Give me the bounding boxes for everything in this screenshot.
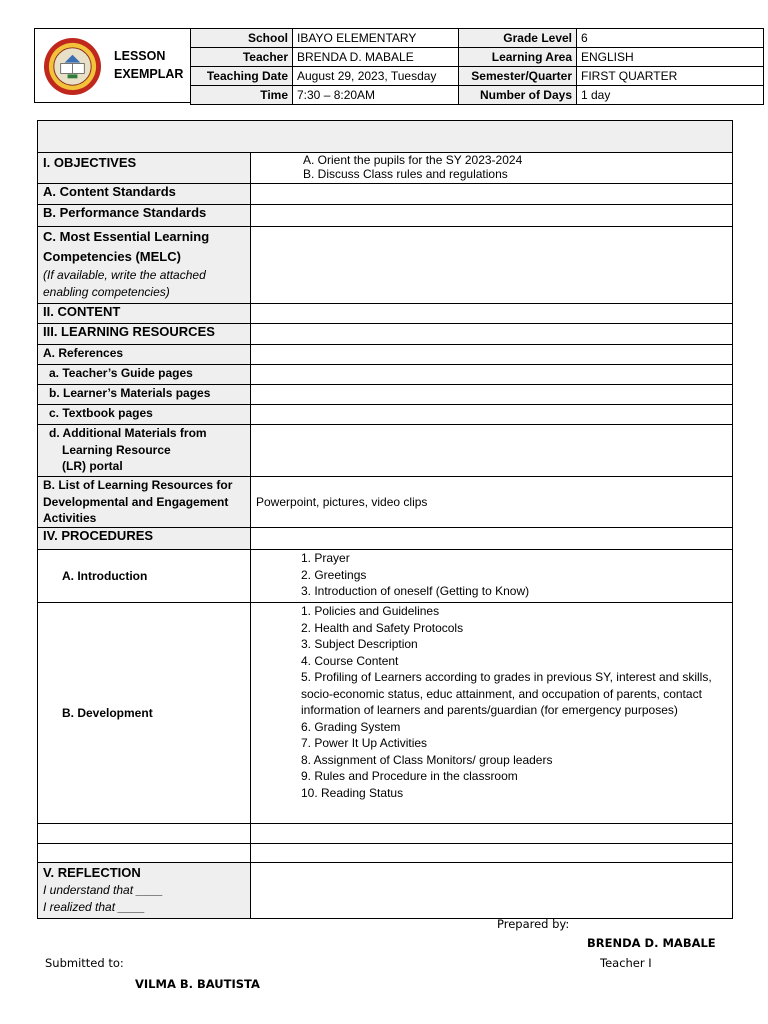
textbook-value [251,405,733,425]
time-label: Time [191,86,293,105]
blank-cell [251,824,733,844]
reflection-line-2: I realized that ____ [43,899,146,914]
procedures-value [251,528,733,550]
dev-item: 6. Grading System [301,719,401,734]
references-row [38,345,733,365]
list-resources-line-2: Developmental and Engagement [43,494,229,509]
school-value: IBAYO ELEMENTARY [293,29,459,48]
teachers-guide-label: a. Teacher’s Guide pages [38,365,251,385]
intro-item: 3. Introduction of oneself (Getting to Know) [301,584,530,598]
lesson-exemplar-title [114,47,183,83]
procedures-label: IV. PROCEDURES [38,528,251,550]
melc-note-line-1: (If available, write the attached [43,268,206,282]
additional-line-2: Learning Resource [62,442,171,457]
additional-materials-row [38,425,733,477]
additional-materials-value [251,425,733,477]
preparer-name: BRENDA D. MABALE [587,936,716,950]
introduction-label: A. Introduction [38,550,251,603]
days-value: 1 day [577,86,764,105]
learners-materials-label: b. Learner’s Materials pages [38,385,251,405]
reflection-row [38,863,733,919]
title-line-1: LESSON [114,49,166,63]
objectives-label: I. OBJECTIVES [38,153,251,184]
introduction-values [251,550,733,603]
dev-item: 9. Rules and Procedure in the classroom [301,769,518,783]
learners-materials-value [251,385,733,405]
objective-b: B. Discuss Class rules and regulations [303,167,508,181]
teachers-guide-row [38,365,733,385]
reflection-value [251,863,733,919]
reflection-line-1: I understand that ____ [43,883,164,897]
melc-label [38,227,251,304]
content-row [38,304,733,324]
melc-note-line-2: enabling competencies) [43,284,170,299]
dev-item: 3. Subject Description [301,637,418,651]
grade-level-value: 6 [577,29,764,48]
header-info-table [190,28,764,105]
dev-item: 2. Health and Safety Protocols [301,620,464,635]
performance-standards-label: B. Performance Standards [38,205,251,227]
prepared-by-label: Prepared by: [497,917,570,931]
school-label: School [191,29,293,48]
teacher-value: BRENDA D. MABALE [293,48,459,67]
blank-title-row [38,121,733,153]
learning-resources-value [251,324,733,345]
semester-value: FIRST QUARTER [577,67,764,86]
list-resources-value: Powerpoint, pictures, video clips [251,477,733,528]
content-standards-row [38,184,733,205]
dev-item: 1. Policies and Guidelines [301,604,440,618]
header-row-time [191,86,764,105]
performance-standards-row [38,205,733,227]
days-label: Number of Days [459,86,577,105]
blank-cell [38,824,251,844]
learning-area-label: Learning Area [459,48,577,67]
development-label: B. Development [38,603,251,824]
content-value [251,304,733,324]
school-seal-icon [43,37,102,96]
list-resources-label [38,477,251,528]
content-standards-value [251,184,733,205]
intro-item: 1. Prayer [301,551,350,565]
additional-line-1: d. Additional Materials from [49,426,207,440]
blank-row-2 [38,844,733,863]
title-line-2: EXEMPLAR [114,67,184,81]
header-row-date [191,67,764,86]
melc-label-line-2: Competencies (MELC) [43,249,181,264]
list-resources-line-3: Activities [43,511,97,525]
procedures-row [38,528,733,550]
blank-cell [38,844,251,863]
teacher-label: Teacher [191,48,293,67]
preparer-title: Teacher I [600,956,652,970]
melc-label-line-1: C. Most Essential Learning [43,229,210,244]
textbook-row [38,405,733,425]
submitted-to-label: Submitted to: [45,956,124,970]
objectives-row [38,153,733,184]
blank-cell [251,844,733,863]
development-values [251,603,733,824]
introduction-row [38,550,733,603]
submitted-to-name: VILMA B. BAUTISTA [135,977,260,991]
performance-standards-value [251,205,733,227]
dev-item: 8. Assignment of Class Monitors/ group leaders [301,752,553,767]
learning-resources-row [38,324,733,345]
list-resources-line-1: B. List of Learning Resources for [43,478,233,492]
objectives-values [251,153,733,184]
learners-materials-row [38,385,733,405]
dev-item: 4. Course Content [301,653,399,668]
teaching-date-value: August 29, 2023, Tuesday [293,67,459,86]
reflection-title: V. REFLECTION [43,865,141,880]
list-resources-row [38,477,733,528]
additional-materials-label [38,425,251,477]
development-row [38,603,733,824]
header-row-school [191,29,764,48]
dev-item: 7. Power It Up Activities [301,736,428,750]
time-value: 7:30 – 8:20AM [293,86,459,105]
learning-area-value: ENGLISH [577,48,764,67]
references-label: A. References [38,345,251,365]
reflection-label [38,863,251,919]
textbook-label: c. Textbook pages [38,405,251,425]
grade-level-label: Grade Level [459,29,577,48]
blank-row-1 [38,824,733,844]
content-label: II. CONTENT [38,304,251,324]
header-row-teacher [191,48,764,67]
lesson-plan-table [37,120,733,919]
teachers-guide-value [251,365,733,385]
blank-title-cell [38,121,733,153]
objective-a: A. Orient the pupils for the SY 2023-2024 [303,153,523,167]
semester-label: Semester/Quarter [459,67,577,86]
references-value [251,345,733,365]
teaching-date-label: Teaching Date [191,67,293,86]
dev-item: 5. Profiling of Learners according to grades in previous SY, interest and skills, socio-economic status, educ attainment, and occupation of parents, contact information of learners and parents/guardian (for emergency purposes) [301,670,712,717]
learning-resources-label: III. LEARNING RESOURCES [38,324,251,345]
additional-line-3: (LR) portal [62,459,123,473]
melc-value [251,227,733,304]
intro-item: 2. Greetings [301,567,367,582]
dev-item: 10. Reading Status [301,785,404,800]
melc-row [38,227,733,304]
content-standards-label: A. Content Standards [38,184,251,205]
